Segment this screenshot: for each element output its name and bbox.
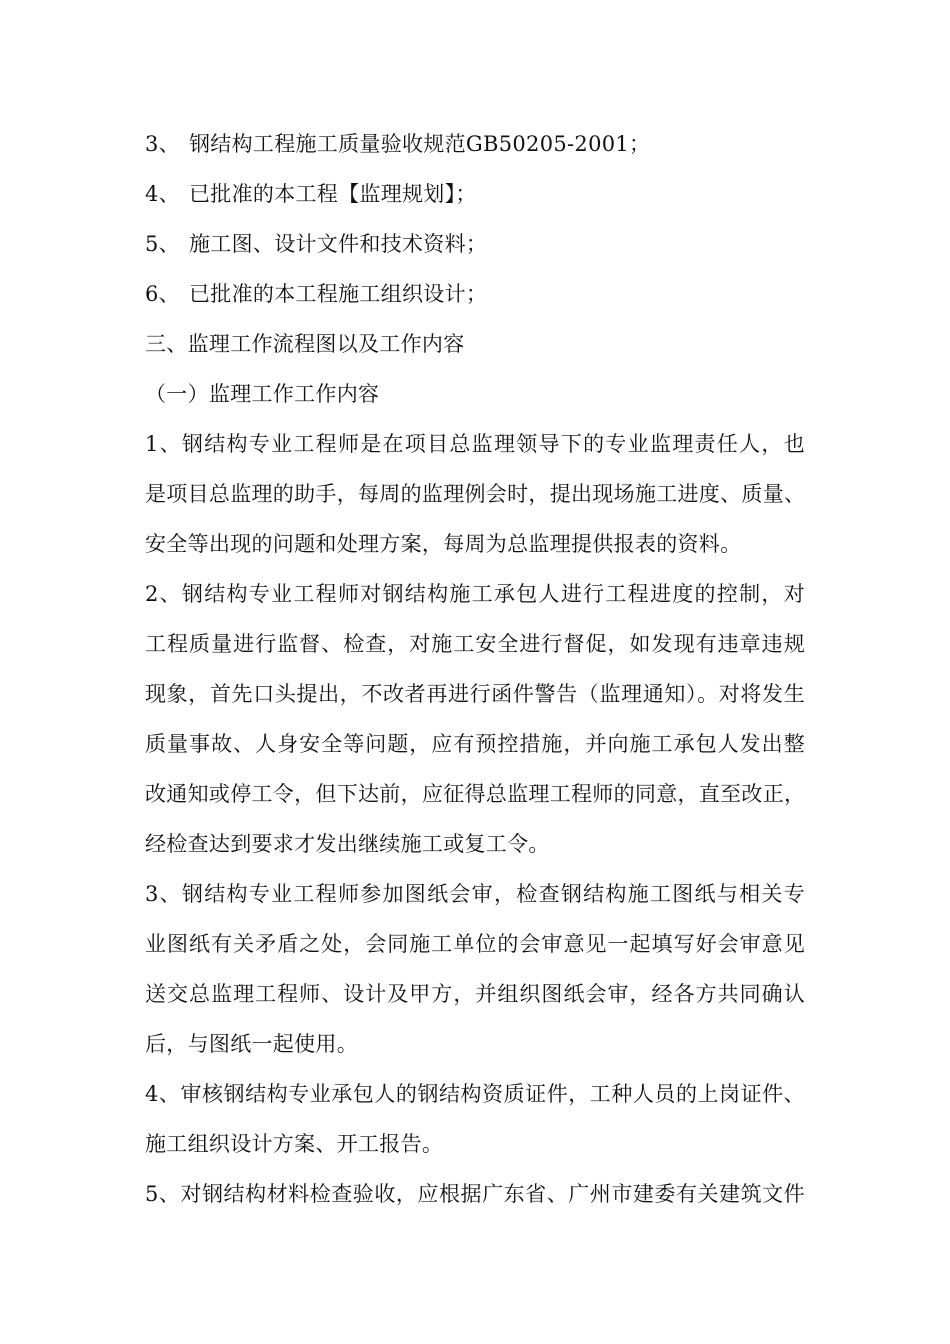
list-item-3 <box>145 128 650 160</box>
list-item-4 <box>145 178 477 210</box>
list-item-5 <box>145 228 487 260</box>
list-item-text: 已批准的本工程【监理规划】； <box>189 182 477 206</box>
paragraph-2-line: 改通知或停工令，但下达前，应征得总监理工程师的同意，直至改正， <box>145 782 806 806</box>
paragraph-1-line: 是项目总监理的助手，每周的监理例会时，提出现场施工进度、质量、 <box>145 482 806 506</box>
paragraph-1-line: 安全等出现的问题和处理方案，每周为总监理提供报表的资料。 <box>145 532 742 556</box>
paragraph-2-line: 经检查达到要求才发出继续施工或复工令。 <box>145 832 550 856</box>
list-item-number: 6、 <box>145 282 180 306</box>
paragraph-5-line: 5、对钢结构材料检查验收，应根据广东省、广州市建委有关建筑文件 <box>145 1182 805 1206</box>
list-item-text: 已批准的本工程施工组织设计； <box>189 282 488 306</box>
subsection-heading: （一）监理工作工作内容 <box>145 382 380 406</box>
paragraph-3-line: 后，与图纸一起使用。 <box>145 1032 358 1056</box>
paragraph-1-line: 1、钢结构专业工程师是在项目总监理领导下的专业监理责任人，也 <box>145 432 805 456</box>
paragraph-3-line: 3、钢结构专业工程师参加图纸会审，检查钢结构施工图纸与相关专 <box>145 882 805 906</box>
list-item-number: 5、 <box>145 232 180 256</box>
list-item-6 <box>145 278 487 310</box>
list-item-text: 钢结构工程施工质量验收规范GB50205-2001； <box>189 132 651 156</box>
section-heading: 三、监理工作流程图以及工作内容 <box>145 332 465 356</box>
paragraph-2-line: 现象，首先口头提出，不改者再进行函件警告（监理通知）。对将发生 <box>145 682 805 706</box>
paragraph-3-line: 业图纸有关矛盾之处，会同施工单位的会审意见一起填写好会审意见 <box>145 932 805 956</box>
paragraph-4-line: 施工组织设计方案、开工报告。 <box>145 1132 444 1156</box>
paragraph-4-line: 4、审核钢结构专业承包人的钢结构资质证件，工种人员的上岗证件、 <box>145 1082 805 1106</box>
paragraph-3-line: 送交总监理工程师、设计及甲方，并组织图纸会审，经各方共同确认 <box>145 982 805 1006</box>
list-item-number: 3、 <box>145 132 180 156</box>
list-item-number: 4、 <box>145 182 180 206</box>
paragraph-2-line: 2、钢结构专业工程师对钢结构施工承包人进行工程进度的控制，对 <box>145 582 805 606</box>
paragraph-2-line: 工程质量进行监督、检查，对施工安全进行督促，如发现有违章违规 <box>145 632 805 656</box>
paragraph-2-line: 质量事故、人身安全等问题，应有预控措施，并向施工承包人发出整 <box>145 732 805 756</box>
list-item-text: 施工图、设计文件和技术资料； <box>189 232 488 256</box>
